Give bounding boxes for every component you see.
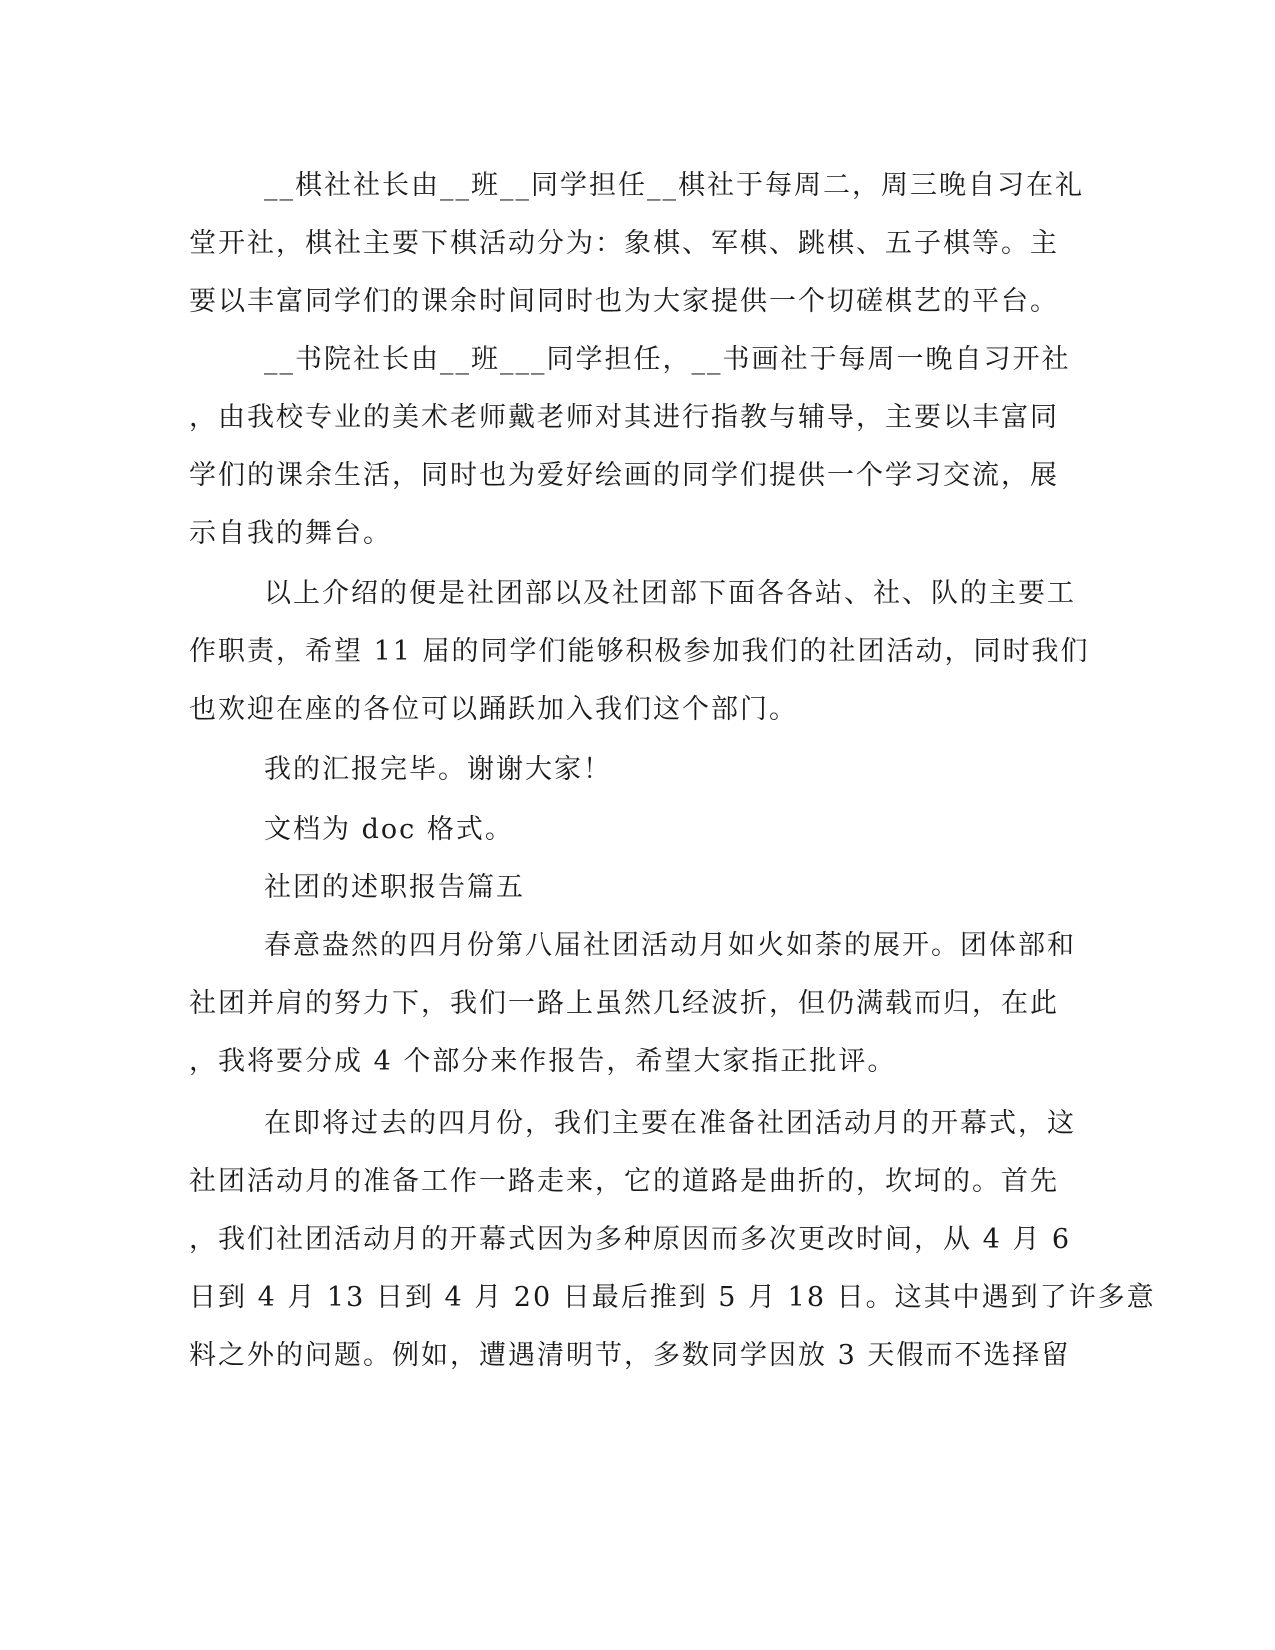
paragraph-line: __书院社长由__班___同学担任，__书画社于每周一晚自习开社 xyxy=(264,344,1071,375)
paragraph-line: 作职责，希望 11 届的同学们能够积极参加我们的社团活动，同时我们 xyxy=(189,636,1090,667)
paragraph-line: ，我们社团活动月的开幕式因为多种原因而多次更改时间，从 4 月 6 xyxy=(189,1224,1072,1255)
paragraph-line: 料之外的问题。例如，遭遇清明节，多数同学因放 3 天假而不选择留 xyxy=(189,1340,1071,1371)
paragraph-line: 文档为 doc 格式。 xyxy=(264,814,514,845)
paragraph-line: 要以丰富同学们的课余时间同时也为大家提供一个切磋棋艺的平台。 xyxy=(189,286,1059,317)
paragraph-line: 以上介绍的便是社团部以及社团部下面各各站、社、队的主要工 xyxy=(264,578,1076,609)
paragraph-line: 春意盎然的四月份第八届社团活动月如火如荼的展开。团体部和 xyxy=(264,930,1076,961)
paragraph-line: 我的汇报完毕。谢谢大家！ xyxy=(264,754,612,785)
paragraph-line: 社团并肩的努力下，我们一路上虽然几经波折，但仍满载而归，在此 xyxy=(189,988,1059,1019)
paragraph-line: ，我将要分成 4 个部分来作报告，希望大家指正批评。 xyxy=(189,1046,897,1077)
paragraph-line: __棋社社长由__班__同学担任__棋社于每周二，周三晚自习在礼 xyxy=(264,170,1084,201)
paragraph-line: 示自我的舞台。 xyxy=(189,518,392,549)
paragraph-line: 学们的课余生活，同时也为爱好绘画的同学们提供一个学习交流，展 xyxy=(189,460,1059,491)
paragraph-line: 日到 4 月 13 日到 4 月 20 日最后推到 5 月 18 日。这其中遇到了许多意 xyxy=(189,1282,1156,1313)
paragraph-line: 社团活动月的准备工作一路走来，它的道路是曲折的，坎坷的。首先 xyxy=(189,1166,1059,1197)
paragraph-line: ，由我校专业的美术老师戴老师对其进行指教与辅导，主要以丰富同 xyxy=(189,402,1059,433)
section-heading: 社团的述职报告篇五 xyxy=(264,872,525,903)
paragraph-line: 也欢迎在座的各位可以踊跃加入我们这个部门。 xyxy=(189,694,798,725)
paragraph-line: 在即将过去的四月份，我们主要在准备社团活动月的开幕式，这 xyxy=(264,1108,1076,1139)
paragraph-line: 堂开社，棋社主要下棋活动分为：象棋、军棋、跳棋、五子棋等。主 xyxy=(189,228,1059,259)
